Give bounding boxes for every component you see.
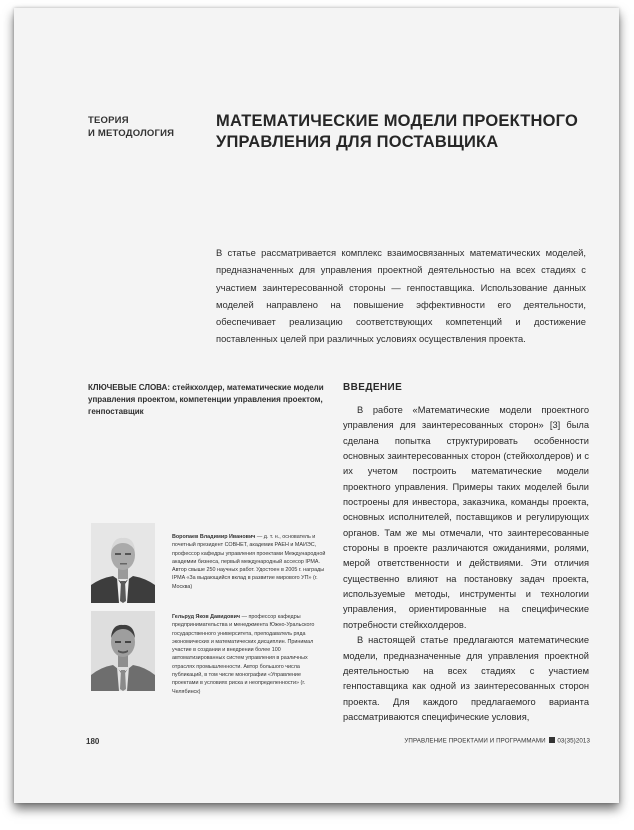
page-number: 180 <box>86 737 100 746</box>
article-title-line2: УПРАВЛЕНИЯ ДЛЯ ПОСТАВЩИКА <box>216 133 499 151</box>
author-photo-1 <box>91 523 155 603</box>
intro-body <box>343 403 589 725</box>
journal-page <box>14 8 619 803</box>
author-name-2: Гельруд Яков Давидович <box>172 614 241 620</box>
author-bio-text-2: — профессор кафедры предпринимательства и менеджмента Южно-Уральского государственного университета, преподаватель ряда экономических и математических дисциплин. Принимал участие в создании и внедрении более 100 автоматизированных систем управления в различных отраслях промышленности. Автор большого числа публикаций, в том числе монографии «Управление проектами в условиях риска и неопределенности» (г. Челябинск) <box>172 614 315 695</box>
keywords-text: стейкхолдер, математические модели управления проектом, компетенции управления проектом, генпоставщик <box>88 383 324 416</box>
article-title <box>216 111 586 153</box>
author-portrait-2-icon <box>91 611 155 691</box>
author-photo-2 <box>91 611 155 691</box>
author-portrait-1-icon <box>91 523 155 603</box>
intro-paragraph-1: В работе «Математические модели проектного управления для заинтересованных сторон» [3] была сделана попытка структурировать особенности основных заинтересованных сторон (стейкхолдеров) и с их учетом построить математические модели проектного управления. Примеры таких моделей были построены для инвестора, заказчика, команды проекта, основных исполнителей, поставщиков и регулирующих органов. Там же мы отмечали, что заинтересованные стороны в проекте различаются ожиданиями, ролями, мерой ответственности и действиями. Эти отличия существенно влияют на постановку задач проекта, используемые методы, инструменты и технологии управления, ориентированные на специфические потребности стейкхолдеров. <box>343 405 589 630</box>
abstract: В статье рассматривается комплекс взаимосвязанных математических моделей, предназначенных для управления проектной деятельностью на всех стадиях с участием заинтересованной стороны — генпоставщика. Использование данных моделей направлено на повышение эффективности его деятельности, обеспечивает реализацию соответствующих компетенций и достижение поставленных целей при различных условиях осуществления проекта. <box>216 247 586 345</box>
author-bio-1 <box>172 533 328 591</box>
article-title-line1: МАТЕМАТИЧЕСКИЕ МОДЕЛИ ПРОЕКТНОГО <box>216 112 579 130</box>
author-bio-2 <box>172 613 328 696</box>
section-label <box>88 114 198 140</box>
intro-heading: ВВЕДЕНИЕ <box>343 382 403 393</box>
separator-square-icon <box>549 737 555 743</box>
section-label-line2: И МЕТОДОЛОГИЯ <box>88 128 175 139</box>
issue-number: 03(35)2013 <box>557 737 590 745</box>
author-bio-text-1: — д. т. н., основатель и почетный президент СОВНЕТ, академик РАЕН и МАИЭС, профессор кафедры управления проектами Международной академии бизнеса, первый международный ассесор IPMA. Автор свыше 250 научных работ. Удостоен в 2005 г. награды IPMA «За выдающийся вклад в развитие мирового УП» (г. Москва) <box>172 534 326 590</box>
keywords-label: КЛЮЧЕВЫЕ СЛОВА: <box>88 383 170 392</box>
author-name-1: Воропаев Владимир Иванович <box>172 534 256 540</box>
journal-name: УПРАВЛЕНИЕ ПРОЕКТАМИ И ПРОГРАММАМИ <box>404 737 546 745</box>
keywords <box>88 382 333 418</box>
intro-paragraph-2: В настоящей статье предлагаются математические модели, предназначенные для управления проектной деятельностью на всех стадиях с участием генпоставщика как одной из заинтересованных сторон проекта. Для каждого предлагаемого варианта рассматриваются специфические условия, <box>343 635 589 722</box>
running-footer <box>396 737 590 745</box>
section-label-line1: ТЕОРИЯ <box>88 115 129 126</box>
